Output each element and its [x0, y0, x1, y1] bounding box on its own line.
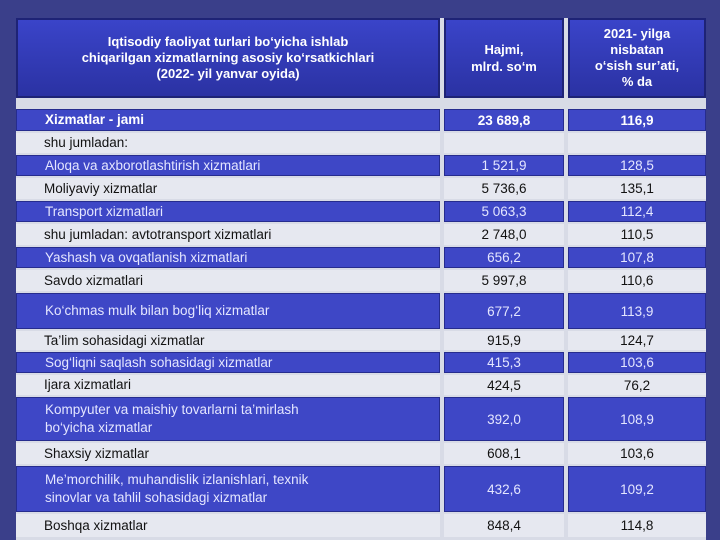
row-label: shu jumladan:	[44, 135, 129, 150]
row-label: Ko‘chmas mulk bilan bog‘liq xizmatlar	[45, 303, 270, 318]
row-growth: 108,9	[568, 397, 706, 441]
table-row	[16, 513, 706, 538]
header-title-cell	[16, 18, 440, 98]
row-label: shu jumladan: avtotransport xizmatlari	[44, 226, 272, 242]
table-row	[16, 269, 706, 292]
row-growth	[568, 133, 706, 153]
row-volume: 23 689,8	[444, 109, 564, 131]
row-growth: 135,1	[568, 178, 706, 199]
row-growth: 109,2	[568, 466, 706, 512]
row-growth: 128,5	[568, 155, 706, 176]
header-volume-cell	[444, 18, 564, 98]
row-growth: 107,8	[568, 247, 706, 268]
table-row	[16, 154, 706, 177]
row-volume: 432,6	[444, 466, 564, 512]
table-row	[16, 374, 706, 396]
row-volume: 424,5	[444, 375, 564, 395]
row-label: Savdo xizmatlari	[44, 272, 144, 288]
row-volume: 915,9	[444, 331, 564, 350]
row-volume: 2 748,0	[444, 224, 564, 245]
row-volume: 677,2	[444, 293, 564, 329]
column-header-growth: 2021- yilga nisbatan o‘sish sur’ati, % da	[594, 26, 680, 89]
row-label: Transport xizmatlari	[45, 203, 164, 219]
row-growth: 124,7	[568, 331, 706, 350]
row-growth: 103,6	[568, 352, 706, 373]
table-row	[16, 132, 706, 154]
table-row	[16, 442, 706, 465]
row-label: Boshqa xizmatlar	[44, 517, 148, 533]
row-growth: 110,6	[568, 270, 706, 291]
row-label: Sog‘liqni saqlash sohasidagi xizmatlar	[45, 354, 273, 370]
table-title: Iqtisodiy faoliyat turlari bo‘yicha ishlab chiqarilgan xizmatlarning asosiy ko‘rsatkichlari (2022- yil yanvar oyida)	[81, 34, 375, 81]
row-growth: 112,4	[568, 201, 706, 222]
row-volume: 656,2	[444, 247, 564, 268]
header-growth-cell	[568, 18, 706, 98]
row-label: Moliyaviy xizmatlar	[44, 180, 158, 196]
table-row	[16, 223, 706, 246]
table-row	[16, 396, 706, 442]
row-volume: 392,0	[444, 397, 564, 441]
row-label: Shaxsiy xizmatlar	[44, 445, 150, 461]
row-label: Ijara xizmatlari	[44, 377, 132, 392]
row-growth: 113,9	[568, 293, 706, 329]
row-volume: 5 736,6	[444, 178, 564, 199]
table-row	[16, 465, 706, 513]
row-growth: 116,9	[568, 109, 706, 131]
table-row	[16, 177, 706, 200]
row-label: Yashash va ovqatlanish xizmatlari	[45, 249, 248, 265]
row-growth: 103,6	[568, 443, 706, 464]
row-label: Me’morchilik, muhandislik izlanishlari, texnik sinovlar va tahlil sohasidagi xizmatlar	[45, 472, 309, 505]
row-label: Kompyuter va maishiy tovarlarni ta’mirlash bo‘yicha xizmatlar	[45, 402, 299, 435]
table-row	[16, 246, 706, 269]
stats-table	[16, 18, 706, 540]
row-volume: 1 521,9	[444, 155, 564, 176]
table-row	[16, 108, 706, 132]
row-volume: 415,3	[444, 352, 564, 373]
row-volume: 5 063,3	[444, 201, 564, 222]
row-label: Xizmatlar - jami	[45, 112, 145, 127]
table-row	[16, 330, 706, 351]
table-row	[16, 292, 706, 330]
column-header-volume: Hajmi, mlrd. so‘m	[471, 42, 537, 74]
row-growth: 114,8	[568, 514, 706, 537]
row-label: Ta’lim sohasidagi xizmatlar	[44, 332, 205, 348]
table-row	[16, 200, 706, 223]
row-volume: 5 997,8	[444, 270, 564, 291]
table-row	[16, 351, 706, 374]
row-volume	[444, 133, 564, 153]
row-label: Aloqa va axborotlashtirish xizmatlari	[45, 157, 261, 173]
row-volume: 848,4	[444, 514, 564, 537]
row-growth: 76,2	[568, 375, 706, 395]
row-growth: 110,5	[568, 224, 706, 245]
row-volume: 608,1	[444, 443, 564, 464]
